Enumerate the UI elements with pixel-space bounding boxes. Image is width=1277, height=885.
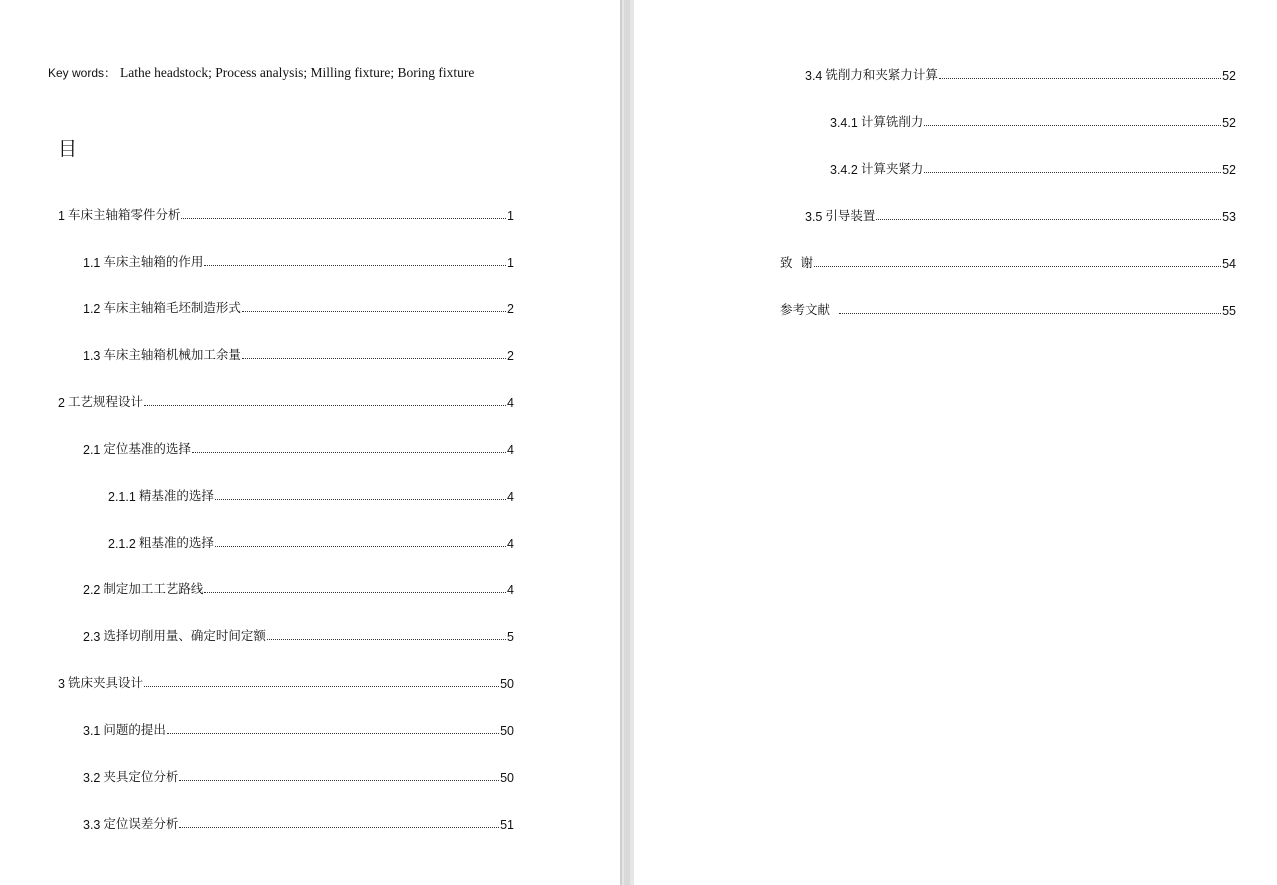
toc-entry-page: 50: [500, 771, 514, 785]
toc-entry-text: 定位误差分析: [103, 816, 179, 831]
toc-entry[interactable]: [805, 206, 1236, 224]
toc-entry[interactable]: [83, 439, 514, 457]
toc-entry-text: 车床主轴箱的作用: [103, 254, 204, 269]
dot-leader: [924, 171, 1221, 173]
toc-entry-page: 1: [507, 209, 514, 223]
dot-leader: [179, 826, 499, 828]
toc-entry[interactable]: [58, 392, 514, 410]
keywords-text: Lathe headstock; Process analysis; Milling fixture; Boring fixture: [120, 65, 475, 80]
toc-entry-number: 2.1.2: [108, 537, 136, 551]
toc-entry-page: 53: [1222, 210, 1236, 224]
toc-entry-page: 52: [1222, 163, 1236, 177]
dot-leader: [215, 498, 506, 500]
toc-entry-page: 5: [507, 630, 514, 644]
dot-leader: [179, 779, 499, 781]
toc-entry[interactable]: [83, 579, 514, 597]
toc-entry-text: 车床主轴箱机械加工余量: [103, 347, 241, 362]
dot-leader: [167, 732, 499, 734]
toc-entry-number: 1.3: [83, 349, 101, 363]
toc-entry-page: 52: [1222, 69, 1236, 83]
dot-leader: [204, 264, 506, 266]
toc-entry-page: 2: [507, 302, 514, 316]
toc-entry-page: 4: [507, 537, 514, 551]
toc-entry[interactable]: [83, 298, 514, 316]
page-divider: [620, 0, 622, 885]
toc-entry-text: 铣床夹具设计: [67, 675, 143, 690]
toc-entry-text: 车床主轴箱毛坯制造形式: [103, 300, 241, 315]
dot-leader: [924, 124, 1221, 126]
toc-entry[interactable]: [830, 112, 1236, 130]
toc-entry-number: 3.4: [805, 69, 823, 83]
toc-entry-page: 52: [1222, 116, 1236, 130]
toc-entry-text: 车床主轴箱零件分析: [67, 207, 181, 222]
dot-leader: [215, 545, 506, 547]
toc-entry-page: 4: [507, 396, 514, 410]
toc-entry-page: 4: [507, 490, 514, 504]
page-divider-shadow: [624, 0, 630, 885]
toc-entry-text: 选择切削用量、确定时间定额: [103, 628, 266, 643]
dot-leader: [144, 685, 499, 687]
toc-entry-text: 计算铣削力: [860, 114, 924, 129]
toc-entry-text: 计算夹紧力: [860, 161, 924, 176]
toc-entry-number: 1.1: [83, 256, 101, 270]
document-page-right: [634, 0, 1277, 885]
toc-entry-text: 夹具定位分析: [103, 769, 179, 784]
toc-entry-text: 致 谢: [780, 255, 813, 270]
toc-entry-text: 粗基准的选择: [138, 535, 214, 550]
toc-entry-number: 1: [58, 209, 65, 223]
toc-entry[interactable]: [108, 533, 514, 551]
dot-leader: [267, 638, 506, 640]
toc-entry-number: 3: [58, 677, 65, 691]
toc-entry-number: 2.3: [83, 630, 101, 644]
page-gutter: [620, 0, 634, 885]
toc-entry[interactable]: [108, 486, 514, 504]
toc-entry[interactable]: [83, 767, 514, 785]
dot-leader: [181, 217, 506, 219]
toc-entry-number: 3.2: [83, 771, 101, 785]
toc-entry-text: 问题的提出: [103, 722, 166, 737]
toc-entry-page: 50: [500, 724, 514, 738]
toc-entry-page: 1: [507, 256, 514, 270]
toc-entry-text: 工艺规程设计: [67, 394, 143, 409]
dot-leader: [876, 218, 1221, 220]
toc-entry-text: 铣削力和夹紧力计算: [825, 67, 938, 82]
toc-entry-number: 2: [58, 396, 65, 410]
toc-title: 目: [58, 138, 78, 160]
document-page-left: [0, 0, 620, 885]
toc-entry-number: 1.2: [83, 302, 101, 316]
dot-leader: [939, 77, 1221, 79]
toc-entry[interactable]: [83, 720, 514, 738]
toc-entry[interactable]: [83, 814, 514, 832]
toc-entry[interactable]: [58, 205, 514, 223]
toc-entry-page: 54: [1222, 257, 1236, 271]
toc-entry-number: 3.3: [83, 818, 101, 832]
toc-entry-page: 55: [1222, 304, 1236, 318]
dot-leader: [814, 265, 1221, 267]
toc-entry[interactable]: [83, 345, 514, 363]
toc-entry-acknowledgement[interactable]: [780, 253, 1236, 271]
toc-entry[interactable]: [830, 159, 1236, 177]
toc-entry-text: 参考文献: [780, 302, 834, 317]
keywords-line: [48, 64, 474, 81]
toc-entry[interactable]: [83, 252, 514, 270]
toc-entry-text: 定位基准的选择: [103, 441, 191, 456]
toc-entry-number: 3.5: [805, 210, 823, 224]
toc-entry-number: 2.1: [83, 443, 101, 457]
toc-entry-text: 精基准的选择: [138, 488, 214, 503]
dot-leader: [242, 357, 506, 359]
toc-entry-number: 3.4.1: [830, 116, 858, 130]
toc-entry-number: 2.2: [83, 583, 101, 597]
toc-entry-text: 引导装置: [825, 208, 876, 223]
toc-entry[interactable]: [58, 673, 514, 691]
toc-entry-page: 51: [500, 818, 514, 832]
toc-entry-page: 50: [500, 677, 514, 691]
toc-entry-number: 3.1: [83, 724, 101, 738]
keywords-label: Key words：: [48, 66, 117, 80]
dot-leader: [839, 312, 1221, 314]
dot-leader: [192, 451, 506, 453]
toc-entry-page: 2: [507, 349, 514, 363]
dot-leader: [242, 310, 506, 312]
toc-entry-number: 2.1.1: [108, 490, 136, 504]
toc-entry-page: 4: [507, 583, 514, 597]
toc-entry[interactable]: [83, 626, 514, 644]
dot-leader: [204, 591, 506, 593]
toc-entry-page: 4: [507, 443, 514, 457]
toc-entry-references[interactable]: [780, 300, 1236, 318]
toc-entry[interactable]: [805, 65, 1236, 83]
toc-entry-number: 3.4.2: [830, 163, 858, 177]
dot-leader: [144, 404, 506, 406]
toc-entry-text: 制定加工工艺路线: [103, 581, 204, 596]
